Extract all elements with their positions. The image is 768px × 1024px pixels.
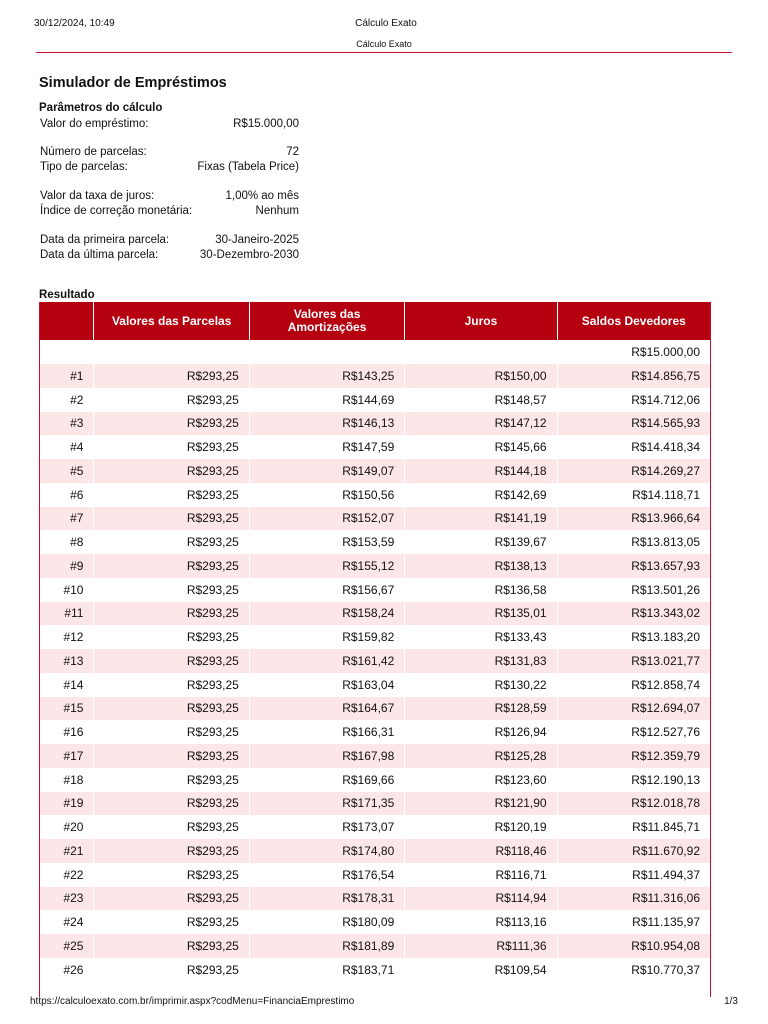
interest-cell: R$145,66 (494, 440, 547, 455)
amortization-cell: R$164,67 (250, 697, 404, 721)
header-divider (36, 52, 732, 53)
balance-cell: R$11.494,37 (632, 867, 700, 882)
table-row (40, 887, 710, 911)
param-label: Data da primeira parcela: (40, 234, 170, 246)
header-installment-number (40, 302, 93, 340)
param-label: Valor do empréstimo: (40, 118, 149, 130)
installment-number-cell: #5 (40, 459, 93, 483)
balance-cell: R$14.565,93 (558, 412, 710, 436)
installment-number-cell: #13 (40, 649, 93, 673)
installment-value-cell: R$293,25 (94, 839, 248, 863)
interest-cell: R$128,59 (405, 697, 556, 721)
amortization-cell: R$155,12 (250, 554, 404, 578)
balance-cell: R$12.694,07 (558, 697, 710, 721)
page-number: 1/3 (724, 996, 738, 1007)
balance-cell: R$14.856,75 (558, 364, 710, 388)
header-interest: Juros (405, 302, 556, 340)
installment-value-cell: R$293,25 (186, 820, 239, 835)
interest-cell: R$131,83 (405, 649, 556, 673)
amortization-cell: R$180,09 (342, 915, 395, 930)
table-row (40, 720, 710, 744)
amortization-cell: R$156,67 (342, 582, 395, 597)
table-row (40, 839, 710, 863)
header-outstanding-balance: Saldos Devedores (558, 302, 710, 340)
balance-cell: R$13.966,64 (558, 507, 710, 531)
balance-cell: R$10.770,37 (631, 962, 700, 977)
installment-number-cell: #6 (70, 487, 84, 502)
installment-value-cell: R$293,25 (186, 582, 239, 597)
balance-cell: R$13.343,02 (558, 602, 710, 626)
table-row (40, 697, 710, 721)
installment-value-cell: R$293,25 (94, 697, 248, 721)
amortization-cell: R$173,07 (342, 820, 395, 835)
interest-cell: R$136,58 (494, 582, 547, 597)
param-label: Índice de correção monetária: (40, 205, 193, 217)
table-row (40, 625, 710, 649)
balance-cell: R$13.657,93 (558, 554, 710, 578)
param-installment-type (40, 161, 299, 176)
installment-number-cell: #12 (63, 630, 84, 645)
installment-value-cell: R$293,25 (94, 602, 248, 626)
amortization-cell: R$146,13 (250, 412, 404, 436)
amortization-cell: R$147,59 (342, 440, 395, 455)
table-row (40, 744, 710, 768)
amortization-cell: R$176,54 (342, 867, 395, 882)
balance-cell: R$12.527,76 (631, 725, 700, 740)
interest-cell: R$121,90 (405, 792, 556, 816)
installment-number-cell: #25 (40, 934, 93, 958)
amortization-cell: R$161,42 (250, 649, 404, 673)
table-row (40, 459, 710, 483)
installment-value-cell: R$293,25 (186, 677, 239, 692)
print-header (34, 18, 738, 32)
amortization-cell: R$153,59 (342, 535, 395, 550)
amortization-cell: R$181,89 (250, 934, 404, 958)
interest-cell: R$123,60 (494, 772, 547, 787)
table-row (40, 507, 710, 531)
table-row (40, 602, 710, 626)
table-body (40, 340, 710, 982)
param-value: Nenhum (255, 205, 299, 217)
param-value: 30-Dezembro-2030 (199, 249, 299, 261)
installment-number-cell: #21 (40, 839, 93, 863)
installment-number-cell: #1 (40, 364, 93, 388)
print-datetime: 30/12/2024, 10:49 (34, 18, 115, 29)
installment-value-cell: R$293,25 (186, 915, 239, 930)
installment-value-cell: R$293,25 (94, 887, 248, 911)
interest-cell: R$133,43 (494, 630, 547, 645)
table-row (40, 934, 710, 958)
amortization-cell: R$163,04 (342, 677, 395, 692)
param-first-installment-date (40, 234, 299, 249)
print-footer (30, 996, 738, 1010)
balance-cell: R$14.118,71 (632, 487, 700, 502)
installment-value-cell: R$293,25 (186, 867, 239, 882)
interest-cell: R$135,01 (405, 602, 556, 626)
amortization-cell: R$144,69 (342, 392, 395, 407)
installment-value-cell: R$293,25 (94, 364, 248, 388)
installment-number-cell: #10 (63, 582, 84, 597)
table-row (40, 958, 710, 982)
page-title: Simulador de Empréstimos (39, 75, 227, 91)
installment-number-cell: #3 (40, 412, 93, 436)
amortization-cell: R$152,07 (250, 507, 404, 531)
balance-cell: R$10.954,08 (558, 934, 710, 958)
interest-cell: R$147,12 (405, 412, 556, 436)
installment-value-cell: R$293,25 (186, 535, 239, 550)
balance-cell: R$13.021,77 (558, 649, 710, 673)
installment-value-cell: R$293,25 (186, 962, 239, 977)
installment-value-cell: R$293,25 (186, 392, 239, 407)
interest-cell: R$148,57 (494, 392, 547, 407)
installment-number-cell: #7 (40, 507, 93, 531)
interest-cell: R$126,94 (494, 725, 547, 740)
installment-value-cell: R$293,25 (94, 792, 248, 816)
param-loan-value (40, 118, 299, 133)
installment-value-cell: R$293,25 (94, 934, 248, 958)
param-value: 30-Janeiro-2025 (215, 234, 299, 246)
installment-value-cell: R$293,25 (186, 630, 239, 645)
interest-cell: R$118,46 (405, 839, 556, 863)
table-row (40, 412, 710, 436)
amortization-cell: R$150,56 (342, 487, 395, 502)
print-page-title: Cálculo Exato (355, 18, 417, 29)
balance-cell: R$14.712,06 (631, 392, 700, 407)
param-label: Data da última parcela: (40, 249, 159, 261)
amortization-cell: R$166,31 (342, 725, 395, 740)
print-url: https://calculoexato.com.br/imprimir.aspx?codMenu=FinanciaEmprestimo (30, 996, 355, 1007)
interest-cell: R$141,19 (405, 507, 556, 531)
installment-number-cell: #11 (40, 602, 93, 626)
installment-value-cell: R$293,25 (186, 772, 239, 787)
param-interest-rate (40, 190, 299, 205)
balance-cell: R$11.670,92 (558, 839, 710, 863)
table-row (40, 792, 710, 816)
balance-cell: R$11.135,97 (632, 915, 700, 930)
installment-value-cell: R$293,25 (94, 744, 248, 768)
table-row (40, 388, 710, 412)
param-label: Valor da taxa de juros: (40, 190, 155, 202)
amortization-cell: R$178,31 (250, 887, 404, 911)
interest-cell: R$109,54 (494, 962, 547, 977)
balance-cell: R$13.183,20 (631, 630, 700, 645)
installment-number-cell: #22 (63, 867, 84, 882)
installment-number-cell: #26 (63, 962, 84, 977)
interest-cell: R$144,18 (405, 459, 556, 483)
amortization-cell: R$171,35 (250, 792, 404, 816)
installment-number-cell: #23 (40, 887, 93, 911)
installment-value-cell: R$293,25 (94, 649, 248, 673)
amortization-cell: R$159,82 (342, 630, 395, 645)
table-row (40, 863, 710, 887)
param-value: R$15.000,00 (233, 118, 299, 130)
installment-number-cell: #9 (40, 554, 93, 578)
installment-value-cell: R$293,25 (186, 487, 239, 502)
table-row (40, 530, 710, 554)
param-installment-count (40, 146, 299, 161)
param-correction-index (40, 205, 299, 220)
amortization-cell: R$174,80 (250, 839, 404, 863)
installment-value-cell: R$293,25 (186, 725, 239, 740)
balance-cell: R$11.316,06 (558, 887, 710, 911)
installment-number-cell: #2 (70, 392, 84, 407)
installment-value-cell: R$293,25 (186, 440, 239, 455)
installment-value-cell: R$293,25 (94, 554, 248, 578)
amortization-cell: R$169,66 (342, 772, 395, 787)
header-installment-values: Valores das Parcelas (94, 302, 248, 340)
result-title: Resultado (39, 289, 95, 301)
amortization-cell: R$149,07 (250, 459, 404, 483)
interest-cell: R$138,13 (405, 554, 556, 578)
param-last-installment-date (40, 249, 299, 264)
interest-cell: R$139,67 (494, 535, 547, 550)
interest-cell: R$116,71 (495, 867, 547, 882)
table-row (40, 554, 710, 578)
table-row (40, 578, 710, 602)
table-row (40, 673, 710, 697)
table-header-row (40, 302, 710, 340)
balance-cell: R$12.359,79 (558, 744, 710, 768)
param-label: Número de parcelas: (40, 146, 147, 158)
amortization-table (39, 302, 711, 982)
interest-cell: R$114,94 (405, 887, 556, 911)
table-row (40, 649, 710, 673)
amortization-cell: R$143,25 (250, 364, 404, 388)
amortization-cell: R$158,24 (250, 602, 404, 626)
installment-number-cell: #19 (40, 792, 93, 816)
installment-number-cell: #17 (40, 744, 93, 768)
installment-number-cell: #8 (70, 535, 84, 550)
amortization-cell: R$167,98 (250, 744, 404, 768)
balance-cell: R$12.858,74 (631, 677, 700, 692)
installment-value-cell: R$293,25 (94, 507, 248, 531)
installment-number-cell: #18 (63, 772, 84, 787)
balance-cell: R$13.501,26 (631, 582, 700, 597)
installment-number-cell: #14 (63, 677, 84, 692)
interest-cell: R$113,16 (495, 915, 547, 930)
installment-number-cell: #4 (70, 440, 84, 455)
amortization-table-frame (39, 302, 711, 997)
table-row (40, 815, 710, 839)
interest-cell: R$125,28 (405, 744, 556, 768)
table-row (40, 768, 710, 792)
interest-cell: R$130,22 (494, 677, 547, 692)
installment-value-cell: R$293,25 (94, 459, 248, 483)
installment-number-cell: #24 (63, 915, 84, 930)
interest-cell: R$142,69 (494, 487, 547, 502)
table-row (40, 483, 710, 507)
site-title: Cálculo Exato (356, 39, 412, 49)
interest-cell: R$120,19 (494, 820, 547, 835)
initial-balance-row (40, 340, 710, 364)
param-value: 72 (286, 146, 299, 158)
initial-balance: R$15.000,00 (631, 345, 700, 359)
balance-cell: R$12.190,13 (631, 772, 700, 787)
installment-number-cell: #15 (40, 697, 93, 721)
table-row (40, 364, 710, 388)
param-value: 1,00% ao mês (225, 190, 299, 202)
table-row (40, 435, 710, 459)
balance-cell: R$14.418,34 (631, 440, 700, 455)
balance-cell: R$13.813,05 (631, 535, 700, 550)
balance-cell: R$14.269,27 (558, 459, 710, 483)
balance-cell: R$11.845,71 (632, 820, 700, 835)
interest-cell: R$150,00 (405, 364, 556, 388)
header-amortization-values: Valores das Amortizações (250, 302, 404, 340)
installment-number-cell: #20 (63, 820, 84, 835)
param-value: Fixas (Tabela Price) (197, 161, 299, 173)
parameters-title: Parâmetros do cálculo (39, 102, 163, 114)
amortization-cell: R$183,71 (342, 962, 395, 977)
param-label: Tipo de parcelas: (40, 161, 128, 173)
balance-cell: R$12.018,78 (558, 792, 710, 816)
table-row (40, 910, 710, 934)
installment-number-cell: #16 (63, 725, 84, 740)
interest-cell: R$111,36 (405, 934, 556, 958)
installment-value-cell: R$293,25 (94, 412, 248, 436)
